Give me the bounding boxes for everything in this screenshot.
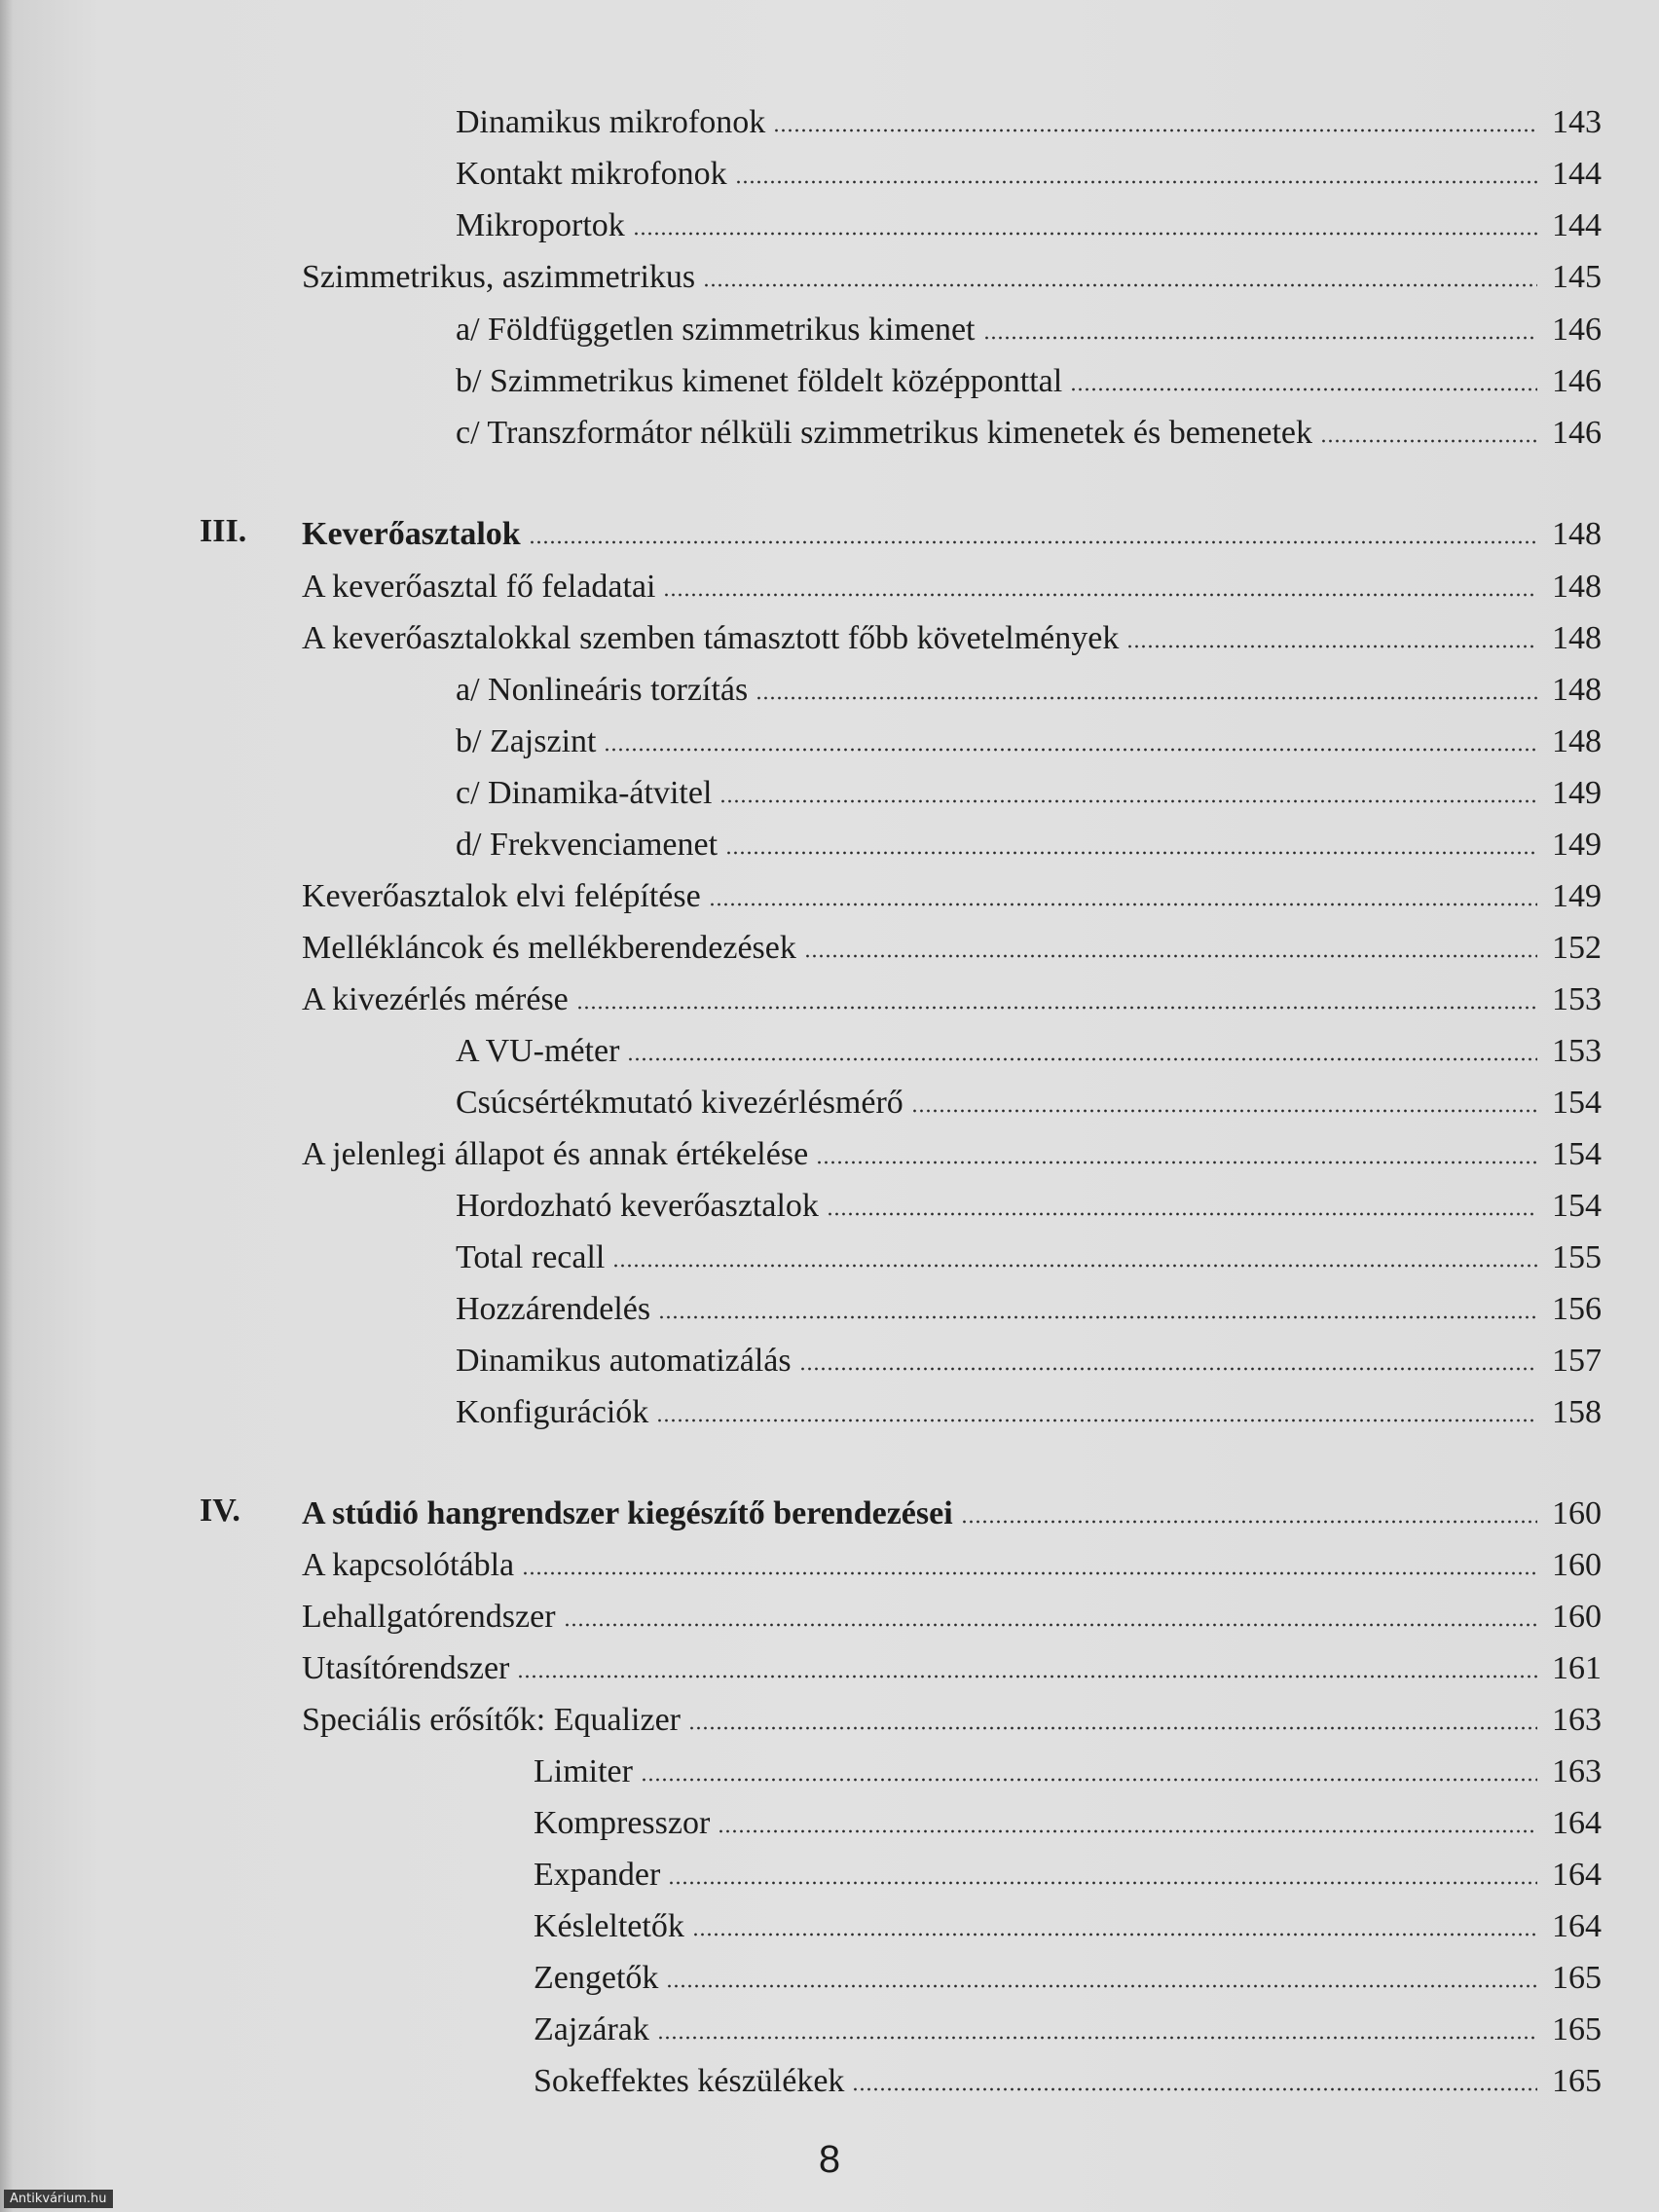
dot-leader (1070, 387, 1537, 391)
toc-entry-title: Keverőasztalok (302, 516, 521, 552)
toc-entry-title: A kapcsolótábla (302, 1547, 515, 1583)
page-number: 8 (818, 2138, 841, 2181)
toc-entry (302, 975, 1602, 1019)
toc-entry-page: 148 (1552, 620, 1602, 656)
toc-entry (302, 252, 1602, 297)
toc-entry-page: 146 (1552, 312, 1602, 348)
dot-leader (529, 540, 1537, 544)
toc-entry-title: Expander (534, 1857, 661, 1893)
toc-entry-page: 154 (1552, 1188, 1602, 1224)
toc-entry-page: 160 (1552, 1599, 1602, 1635)
dot-leader (576, 1006, 1537, 1010)
toc-entry-page: 153 (1552, 981, 1602, 1017)
toc-entry (302, 1643, 1602, 1688)
toc-entry-page: 164 (1552, 1908, 1602, 1944)
toc-entry (302, 562, 1602, 607)
toc-entry (534, 1901, 1602, 1946)
toc-entry-page: 146 (1552, 363, 1602, 399)
toc-entry (456, 1078, 1602, 1123)
toc-entry-title: Kompresszor (534, 1805, 711, 1841)
toc-entry-title: Mellékláncok és mellékberendezések (302, 930, 796, 966)
toc-entry-title: A keverőasztal fő feladatai (302, 569, 656, 605)
toc-entry-title: Total recall (456, 1239, 606, 1275)
dot-leader (804, 954, 1537, 958)
toc-entry-page: 154 (1552, 1136, 1602, 1172)
toc-entry-title: c/ Transzformátor nélküli szimmetrikus kimenetek és bemenetek (456, 415, 1312, 451)
dot-leader (961, 1520, 1537, 1524)
toc-entry-title: Csúcsértékmutató kivezérlésmérő (456, 1085, 903, 1121)
toc-entry-title: Sokeffektes készülékek (534, 2063, 845, 2099)
dot-leader (703, 283, 1537, 287)
dot-leader (983, 336, 1537, 340)
toc-entry (456, 97, 1602, 142)
toc-entry (534, 1850, 1602, 1895)
dot-leader (756, 696, 1537, 700)
toc-entry (456, 820, 1602, 865)
toc-entry-page: 144 (1552, 156, 1602, 192)
toc-entry-title: d/ Frekvenciamenet (456, 827, 719, 863)
toc-entry-title: Zengetők (534, 1960, 659, 1996)
chapter-number: III. (200, 513, 247, 549)
toc-entry-page: 149 (1552, 827, 1602, 863)
toc-entry (534, 1798, 1602, 1843)
toc-entry-page: 152 (1552, 930, 1602, 966)
toc-entry-page: 149 (1552, 775, 1602, 811)
toc-entry-page: 155 (1552, 1239, 1602, 1275)
dot-leader (725, 851, 1537, 855)
dot-leader (604, 748, 1537, 752)
toc-entry-title: a/ Nonlineáris torzítás (456, 672, 749, 708)
toc-entry-title: Hordozható keverőasztalok (456, 1188, 819, 1224)
dot-leader (688, 1726, 1537, 1730)
watermark: Antikvárium.hu (4, 2190, 113, 2208)
toc-entry (302, 1592, 1602, 1637)
toc-entry-title: A stúdió hangrendszer kiegészítő berendezései (302, 1495, 953, 1531)
toc-entry-page: 145 (1552, 259, 1602, 295)
dot-leader (718, 1829, 1537, 1833)
toc-entry-page: 156 (1552, 1291, 1602, 1327)
toc-entry-page: 164 (1552, 1857, 1602, 1893)
toc-entry (302, 923, 1602, 968)
toc-entry-title: b/ Szimmetrikus kimenet földelt középponttal (456, 363, 1063, 399)
chapter-number: IV. (200, 1493, 240, 1529)
toc-entry (456, 768, 1602, 813)
toc-entry-title: A keverőasztalokkal szemben támasztott főbb követelmények (302, 620, 1120, 656)
dot-leader (719, 799, 1537, 803)
toc-entry-page: 144 (1552, 207, 1602, 243)
toc-entry-title: Utasítórendszer (302, 1650, 510, 1686)
toc-entry-title: b/ Zajszint (456, 723, 597, 759)
toc-entry-page: 164 (1552, 1805, 1602, 1841)
toc-entry-page: 163 (1552, 1753, 1602, 1789)
toc-entry (456, 1284, 1602, 1329)
toc-entry-page: 148 (1552, 672, 1602, 708)
toc-entry (534, 2005, 1602, 2049)
toc-entry (456, 1233, 1602, 1277)
toc-entry-title: Lehallgatórendszer (302, 1599, 556, 1635)
toc-entry (302, 871, 1602, 916)
toc-entry-page: 157 (1552, 1343, 1602, 1379)
toc-entry-page: 149 (1552, 878, 1602, 914)
toc-entry-page: 165 (1552, 2063, 1602, 2099)
dot-leader (627, 1057, 1537, 1061)
toc-entry (456, 1336, 1602, 1381)
toc-entry-page: 153 (1552, 1033, 1602, 1069)
toc-entry-title: Dinamikus automatizálás (456, 1343, 792, 1379)
toc-entry-title: Késleltetők (534, 1908, 684, 1944)
toc-entry-title: A kivezérlés mérése (302, 981, 569, 1017)
toc-entry-page: 160 (1552, 1495, 1602, 1531)
toc-entry-title: A jelenlegi állapot és annak értékelése (302, 1136, 809, 1172)
dot-leader (656, 1419, 1537, 1422)
toc-entry (534, 2056, 1602, 2101)
toc-entry (456, 1181, 1602, 1226)
toc-entry-page: 161 (1552, 1650, 1602, 1686)
toc-entry (456, 356, 1602, 401)
dot-leader (911, 1109, 1537, 1113)
toc-entry (456, 665, 1602, 710)
dot-leader (658, 1315, 1537, 1319)
toc-entry (456, 408, 1602, 453)
toc-entry-title: Limiter (534, 1753, 633, 1789)
dot-leader (735, 180, 1537, 184)
toc-entry-page: 148 (1552, 516, 1602, 552)
dot-leader (564, 1623, 1537, 1627)
toc-entry (302, 1540, 1602, 1585)
toc-entry-title: Szimmetrikus, aszimmetrikus (302, 259, 696, 295)
toc-entry (456, 717, 1602, 761)
toc-entry-title: Zajzárak (534, 2011, 649, 2047)
toc-entry-page: 160 (1552, 1547, 1602, 1583)
toc-entry-page: 148 (1552, 569, 1602, 605)
toc-entry (302, 1129, 1602, 1174)
toc-entry-page: 146 (1552, 415, 1602, 451)
dot-leader (666, 1984, 1537, 1988)
toc-entry (200, 509, 1602, 554)
toc-entry-title: Kontakt mikrofonok (456, 156, 727, 192)
toc-entry (200, 1489, 1602, 1533)
toc-entry-title: Mikroportok (456, 207, 625, 243)
toc-entry-title: c/ Dinamika-átvitel (456, 775, 713, 811)
dot-leader (1126, 645, 1537, 648)
dot-leader (663, 593, 1537, 597)
toc-entry-page: 165 (1552, 1960, 1602, 1996)
toc-entry-title: Hozzárendelés (456, 1291, 651, 1327)
toc-entry-page: 163 (1552, 1702, 1602, 1738)
dot-leader (1320, 439, 1537, 443)
toc-entry-title: Keverőasztalok elvi felépítése (302, 878, 701, 914)
dot-leader (852, 2087, 1537, 2091)
dot-leader (612, 1264, 1537, 1268)
dot-leader (517, 1675, 1537, 1678)
toc-entry-page: 158 (1552, 1394, 1602, 1430)
dot-leader (668, 1881, 1537, 1885)
toc-entry (456, 149, 1602, 194)
toc-entry (456, 201, 1602, 245)
dot-leader (657, 2036, 1537, 2040)
toc-entry (534, 1747, 1602, 1791)
toc-entry-title: a/ Földfüggetlen szimmetrikus kimenet (456, 312, 976, 348)
toc-entry (534, 1953, 1602, 1998)
toc-entry-page: 143 (1552, 104, 1602, 140)
toc-entry (302, 1695, 1602, 1740)
toc-entry (302, 613, 1602, 658)
toc-entry-title: Speciális erősítők: Equalizer (302, 1702, 681, 1738)
toc-entry-page: 165 (1552, 2011, 1602, 2047)
toc-entry-title: Dinamikus mikrofonok (456, 104, 766, 140)
toc-entry (456, 1387, 1602, 1432)
dot-leader (633, 232, 1537, 236)
dot-leader (827, 1212, 1537, 1216)
dot-leader (816, 1161, 1537, 1164)
dot-leader (773, 129, 1537, 132)
toc-entry (456, 1026, 1602, 1071)
toc-entry-page: 154 (1552, 1085, 1602, 1121)
toc-entry (456, 305, 1602, 350)
toc-entry-page: 148 (1552, 723, 1602, 759)
dot-leader (709, 903, 1537, 906)
toc-entry-title: Konfigurációk (456, 1394, 649, 1430)
dot-leader (692, 1933, 1537, 1936)
dot-leader (799, 1367, 1537, 1371)
dot-leader (641, 1778, 1537, 1782)
dot-leader (522, 1571, 1537, 1575)
toc-entry-title: A VU-méter (456, 1033, 620, 1069)
